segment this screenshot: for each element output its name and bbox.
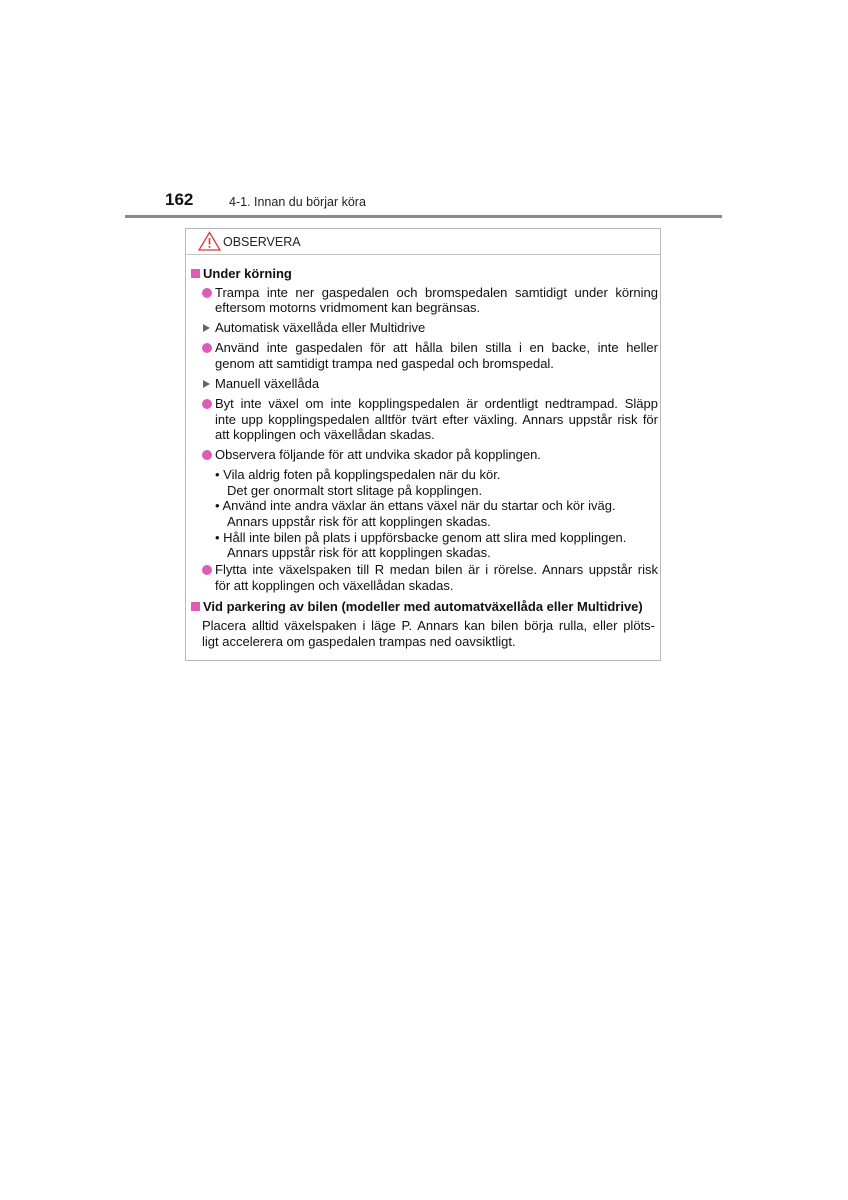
section-heading: Under körning [191,266,292,282]
caution-title: OBSERVERA [223,235,301,249]
text-line: ligt accelerera om gaspedalen trampas ned oavsiktligt. [202,634,516,649]
pink-square-bullet-icon [191,269,200,278]
text-line: eftersom motorns vridmoment kan begränsas. [215,300,481,315]
text-line: genom att samtidigt trampa ned gaspedal och bromspedal. [215,356,554,371]
bullet-item: Använd inte gaspedalen för att hålla bilen stilla i en backe, inte heller [202,340,658,356]
text-line: inte upp kopplingspedalen alltför tvärt efter växling. Annars uppstår risk för [215,412,658,427]
bullet-item: Flytta inte växelspaken till R medan bilen är i rörelse. Annars uppstår risk [202,562,658,578]
text-line: Annars uppstår risk för att kopplingen skadas. [227,514,491,529]
section-title: 4-1. Innan du börjar köra [229,195,366,209]
pink-dot-bullet-icon [202,288,212,298]
caution-header [186,229,660,255]
sub-bullet-item: • Använd inte andra växlar än ettans växel när du startar och kör iväg. [215,498,616,513]
bullet-item: Byt inte växel om inte kopplingspedalen är ordentligt nedtrampad. Släpp [202,396,658,412]
pink-dot-bullet-icon [202,399,212,409]
pink-dot-bullet-icon [202,565,212,575]
page-number: 162 [165,190,194,209]
triangle-bullet-icon [203,380,210,388]
bullet-item: Trampa inte ner gaspedalen och bromspedalen samtidigt under körning [202,285,658,301]
header-divider [125,215,722,218]
pink-dot-bullet-icon [202,450,212,460]
sub-heading: Manuell växellåda [203,376,319,392]
pink-dot-bullet-icon [202,343,212,353]
triangle-bullet-icon [203,324,210,332]
text-line: Det ger onormalt stort slitage på kopplingen. [227,483,483,498]
sub-heading: Automatisk växellåda eller Multidrive [203,320,425,336]
text-line: för att kopplingen och växellådan skadas. [215,578,454,593]
sub-bullet-item: • Håll inte bilen på plats i uppförsbacke genom att slira med kopplingen. [215,530,627,545]
bullet-item: Observera följande för att undvika skador på kopplingen. [202,447,541,463]
text-line: att kopplingen och växellådan skadas. [215,427,435,442]
text-line: Annars uppstår risk för att kopplingen skadas. [227,545,491,560]
section-heading: Vid parkering av bilen (modeller med automatväxellåda eller Multidrive) [191,599,643,615]
pink-square-bullet-icon [191,602,200,611]
sub-bullet-item: • Vila aldrig foten på kopplingspedalen när du kör. [215,467,501,482]
text-line: Placera alltid växelspaken i läge P. Annars kan bilen börja rulla, eller plöts- [202,618,655,633]
warning-triangle-icon [198,231,221,251]
caution-box [185,228,661,661]
